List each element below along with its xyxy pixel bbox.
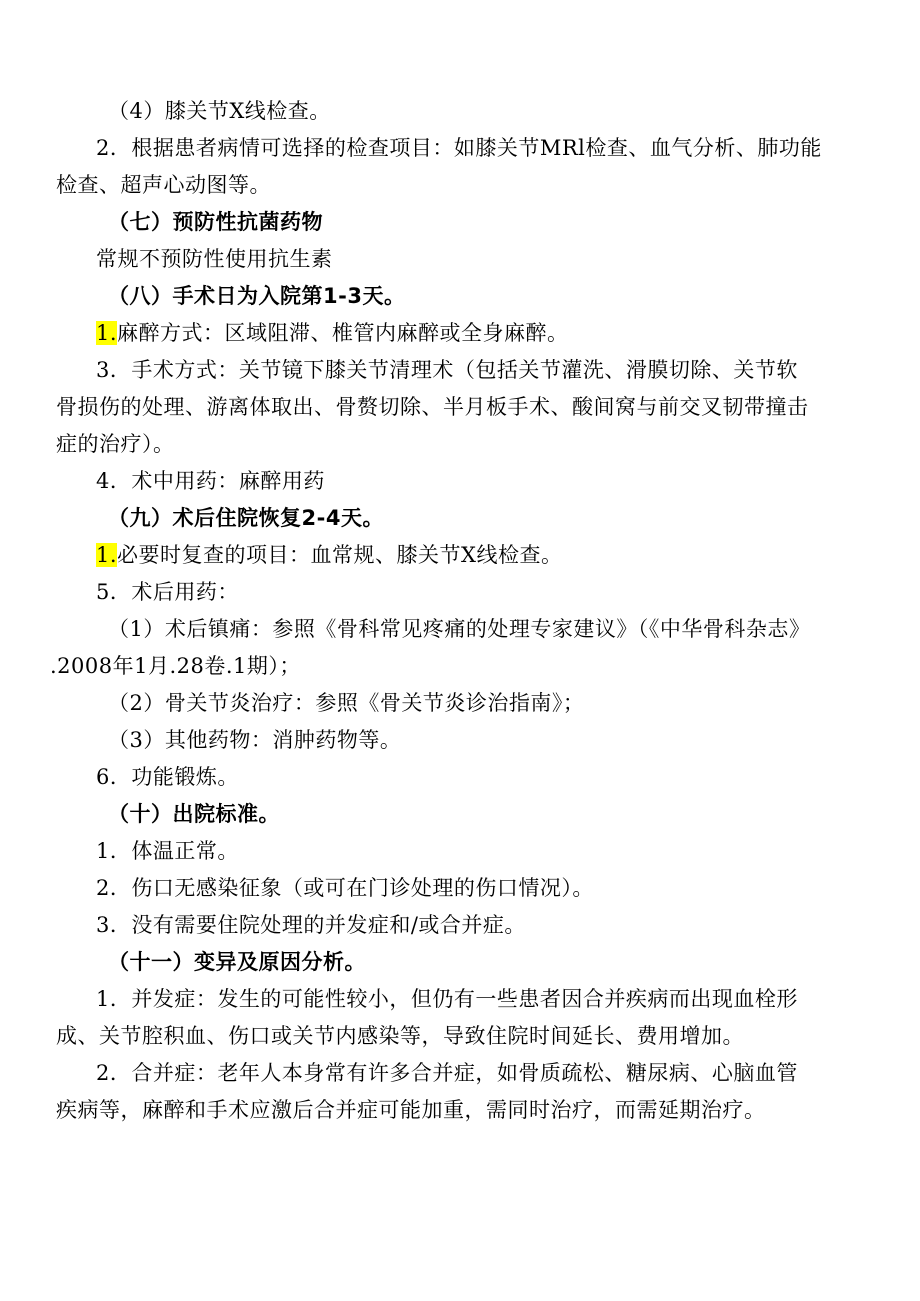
section-heading: （十一）变异及原因分析。: [108, 950, 366, 974]
text-line: 常规不预防性使用抗生素: [96, 247, 333, 271]
text-line: 检查、超声心动图等。: [56, 173, 271, 197]
text-line: [96, 540, 563, 570]
text-line: 症的治疗）。: [56, 432, 175, 456]
text-line: 6．功能锻炼。: [96, 765, 239, 789]
text-line: .2008年1月.28卷.1期）；: [50, 654, 301, 678]
text-line: 成、关节腔积血、伤口或关节内感染等，导致住院时间延长、费用增加。: [56, 1024, 744, 1048]
text-line: 疾病等，麻醉和手术应激后合并症可能加重，需同时治疗，而需延期治疗。: [56, 1098, 766, 1122]
text-line: （4）膝关节X线检查。: [108, 99, 331, 123]
section-heading: （十）出院标准。: [108, 802, 280, 826]
text-line: 5．术后用药：: [96, 580, 239, 604]
text-line: 2．根据患者病情可选择的检查项目：如膝关节MRl检查、血气分析、肺功能: [96, 136, 822, 160]
text-fragment: 麻醉方式：区域阻滞、椎管内麻醉或全身麻醉。: [117, 321, 569, 345]
text-line: 1．并发症：发生的可能性较小，但仍有一些患者因合并疾病而出现血栓形: [96, 987, 798, 1011]
text-line: （3）其他药物：消肿药物等。: [108, 728, 402, 752]
highlighted-number: 1.: [96, 321, 118, 345]
text-line: 2．合并症：老年人本身常有许多合并症，如骨质疏松、糖尿病、心脑血管: [96, 1061, 798, 1085]
text-line: （2）骨关节炎治疗：参照《骨关节炎诊治指南》；: [108, 691, 585, 715]
text-line: （1）术后镇痛：参照《骨科常见疼痛的处理专家建议》（《中华骨科杂志》: [108, 617, 811, 641]
section-heading: （八）手术日为入院第1-3天。: [108, 284, 406, 308]
text-line: 骨损伤的处理、游离体取出、骨赘切除、半月板手术、酸间窝与前交叉韧带撞击: [56, 395, 809, 419]
text-line: 3．没有需要住院处理的并发症和/或合并症。: [96, 913, 526, 937]
section-heading: （七）预防性抗菌药物: [108, 210, 323, 234]
section-heading: （九）术后住院恢复2-4天。: [108, 506, 384, 530]
text-line: 2．伤口无感染征象（或可在门诊处理的伤口情况）。: [96, 876, 594, 900]
text-fragment: 必要时复查的项目：血常规、膝关节X线检查。: [117, 543, 563, 567]
highlighted-number: 1.: [96, 543, 118, 567]
text-line: [96, 318, 569, 348]
text-line: 3．手术方式：关节镜下膝关节清理术（包括关节灌洗、滑膜切除、关节软: [96, 358, 798, 382]
text-line: 4．术中用药：麻醉用药: [96, 469, 325, 493]
text-line: 1．体温正常。: [96, 839, 239, 863]
